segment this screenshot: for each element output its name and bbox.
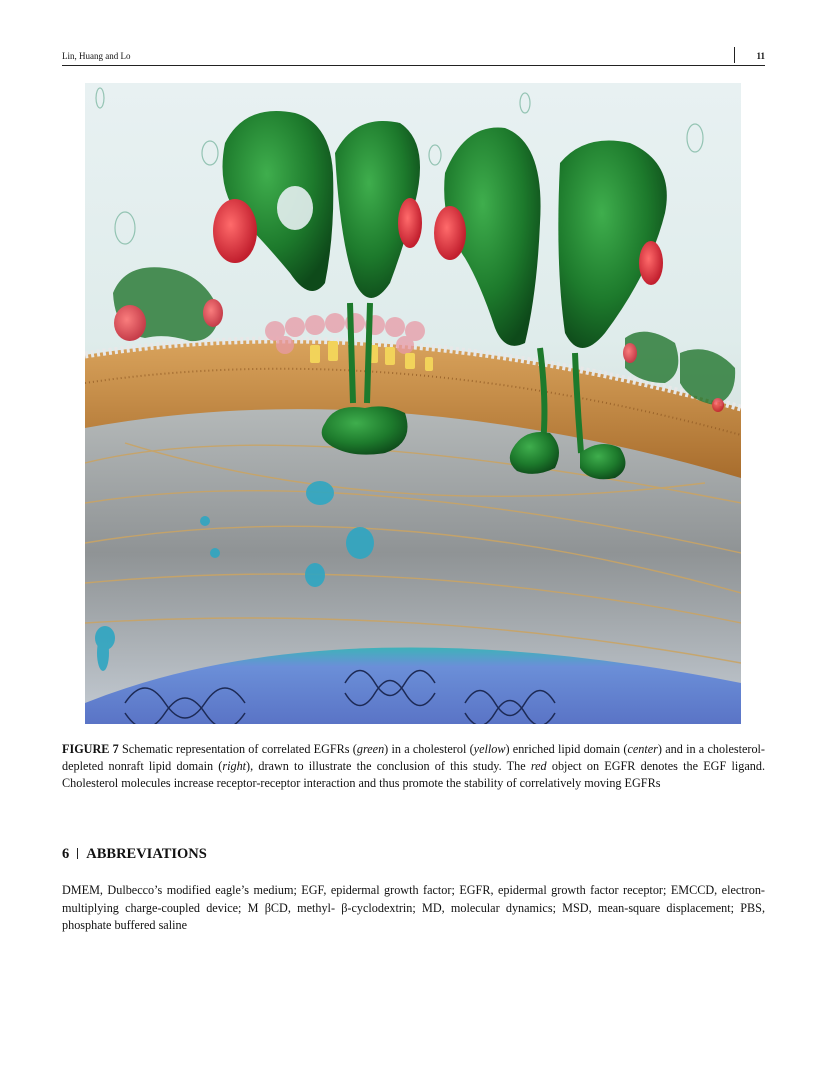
page-header [62, 49, 765, 66]
page-number: 11 [756, 51, 765, 61]
caption-emphasis: center [627, 742, 658, 756]
figure-label: FIGURE 7 [62, 742, 119, 756]
section-number: 6 [62, 846, 70, 862]
caption-text: ) enriched lipid domain ( [505, 742, 628, 756]
caption-text: ), drawn to illustrate the conclusion of this study. The [246, 759, 531, 773]
abbreviations-paragraph: DMEM, Dulbecco’s modified eagle’s medium; EGF, epidermal growth factor; EGFR, epidermal growth factor receptor; EMCCD, electron-multiplying charge-coupled device; M βCD, methyl- β-cyclodextrin; MD, molecular dynamics; MSD, mean-square displacement; PBS, phosphate buffered saline [62, 883, 765, 932]
section-title: ABBREVIATIONS [86, 846, 207, 862]
section-heading [62, 846, 207, 863]
egfr-membrane-illustration [85, 83, 741, 724]
caption-text: Schematic representation of correlated EGFRs ( [118, 742, 357, 756]
caption-emphasis: right [222, 759, 247, 773]
caption-text: object on EGFR denotes the EGF ligand. Cholesterol molecules increase receptor-receptor interaction and thus promote the stability of correlatively moving EGFRs [62, 759, 765, 790]
running-head-authors: Lin, Huang and Lo [62, 51, 131, 61]
caption-text: ) and in a cholesterol-depleted nonraft lipid domain ( [62, 742, 765, 773]
figure-caption [62, 741, 765, 792]
heading-separator [77, 848, 78, 859]
caption-text: ) in a cholesterol ( [384, 742, 474, 756]
caption-emphasis: green [356, 742, 385, 756]
caption-emphasis: yellow [473, 742, 506, 756]
figure-7-illustration [85, 83, 741, 724]
header-separator [734, 47, 735, 63]
caption-emphasis: red [530, 759, 547, 773]
